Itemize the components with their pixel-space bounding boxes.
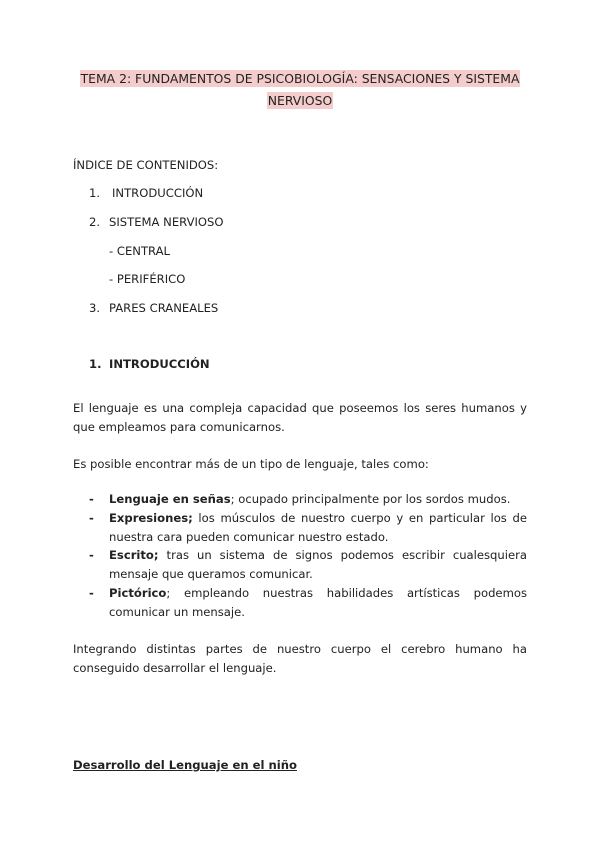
section-1-number: 1.	[89, 357, 102, 371]
index-subitem-periferico: - PERIFÉRICO	[109, 272, 186, 286]
bullet-text: los músculos de nuestro cuerpo y en particular los de nuestra cara pueden comunicar nuestro estado.	[109, 511, 527, 544]
bullet-term: Expresiones;	[109, 511, 193, 525]
bullet-text: ; ocupado principalmente por los sordos mudos.	[230, 492, 511, 506]
bullet-item-escrito	[109, 546, 527, 584]
index-item-2-number: 2.	[89, 215, 101, 229]
index-subitem-central: - CENTRAL	[109, 244, 171, 258]
title-line-1: TEMA 2: FUNDAMENTOS DE PSICOBIOLOGÍA: SENSACIONES Y SISTEMA	[80, 71, 520, 86]
index-item-3-label: PARES CRANEALES	[109, 301, 219, 315]
paragraph-lenguaje-intro: El lenguaje es una compleja capacidad que poseemos los seres humanos y que empleamos para comunicarnos.	[73, 401, 527, 434]
bullet-term: Pictórico	[109, 586, 167, 600]
bullet-dash: -	[89, 548, 94, 562]
section-1-heading: INTRODUCCIÓN	[109, 357, 210, 371]
bullet-text: tras un sistema de signos podemos escribir cualesquiera mensaje que queramos comunicar.	[109, 548, 527, 581]
subheading-desarrollo: Desarrollo del Lenguaje en el niño	[73, 758, 297, 772]
bullet-dash: -	[89, 511, 94, 525]
index-item-2-label: SISTEMA NERVIOSO	[109, 215, 224, 229]
bullet-term: Escrito;	[109, 548, 159, 562]
bullet-dash: -	[89, 492, 94, 506]
bullet-term: Lenguaje en señas	[109, 492, 231, 506]
index-item-1-number: 1.	[89, 186, 101, 200]
bullet-item-expresiones	[109, 509, 527, 547]
title-line-2: NERVIOSO	[267, 93, 333, 108]
paragraph-tipos: Es posible encontrar más de un tipo de lenguaje, tales como:	[73, 457, 429, 471]
paragraph-cerebro: Integrando distintas partes de nuestro cuerpo el cerebro humano ha conseguido desarrollar el lenguaje.	[73, 642, 527, 675]
document-title	[60, 68, 540, 112]
bullet-item-pictorico	[109, 584, 527, 622]
bullet-dash: -	[89, 586, 94, 600]
bullet-item-senas	[109, 490, 527, 509]
index-heading: ÍNDICE DE CONTENIDOS:	[73, 158, 219, 172]
index-item-3-number: 3.	[89, 301, 101, 315]
bullet-text: ; empleando nuestras habilidades artísticas podemos comunicar un mensaje.	[109, 586, 527, 619]
index-item-1-label: INTRODUCCIÓN	[112, 186, 204, 200]
